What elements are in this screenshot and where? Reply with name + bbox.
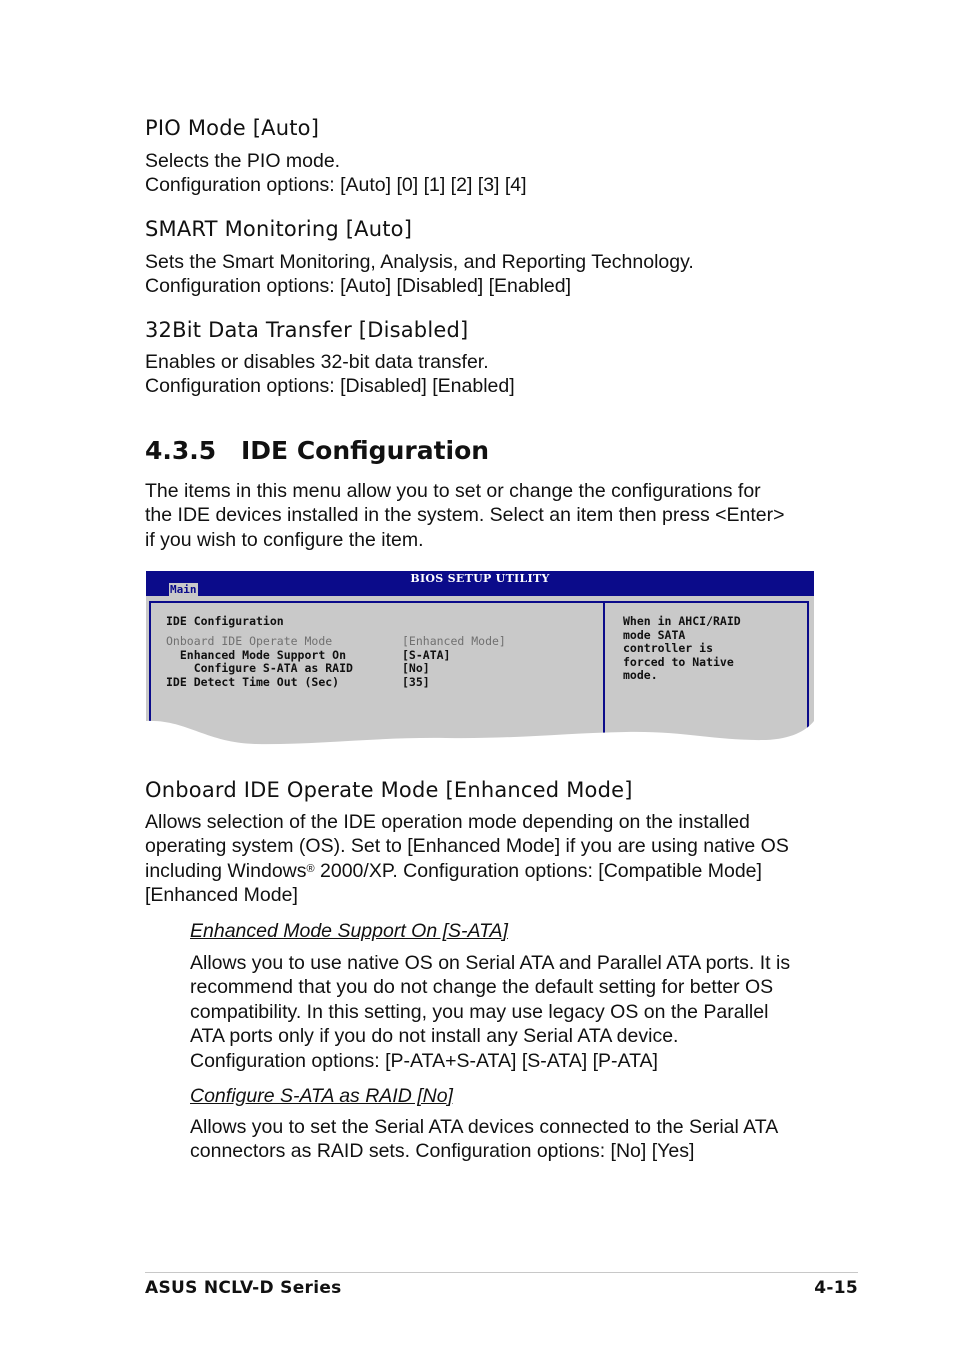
bios-tab-main[interactable]: Main <box>170 583 197 596</box>
registered-mark: ® <box>306 862 315 875</box>
bios-item-onboard-ide-label[interactable]: Onboard IDE Operate Mode <box>166 634 333 648</box>
heading-smart-monitoring: SMART Monitoring [Auto] <box>145 217 413 241</box>
section-title-ide-configuration <box>145 436 489 465</box>
subheading-enhanced-mode: Enhanced Mode Support On [S-ATA] <box>190 920 508 942</box>
text-line: Configuration options: [Disabled] [Enabled] <box>145 375 515 398</box>
bios-item-enhanced-mode-value[interactable]: [S-ATA] <box>402 647 451 662</box>
text-line: ATA ports only if you do not install any Serial ATA device. <box>190 1025 679 1048</box>
text-fragment: 2000/XP. Configuration options: [Compatible Mode] <box>314 859 762 882</box>
bios-menu-title: IDE Configuration <box>166 614 284 628</box>
ide-intro <box>145 479 785 552</box>
text-line: Allows selection of the IDE operation mode depending on the installed <box>145 811 750 833</box>
section-number: 4.3.5 <box>145 436 217 465</box>
bios-screenshot <box>146 571 814 749</box>
text-line: Sets the Smart Monitoring, Analysis, and Reporting Technology. <box>145 251 694 273</box>
text-line: Configuration options: [Auto] [0] [1] [2] [3] [4] <box>145 174 527 197</box>
text-line: Configuration options: [P-ATA+S-ATA] [S-ATA] [P-ATA] <box>190 1049 658 1072</box>
smart-description <box>145 250 694 299</box>
bios-help-line: mode SATA <box>623 627 686 642</box>
raid-description <box>190 1115 778 1164</box>
text-line: Selects the PIO mode. <box>145 150 341 172</box>
bit32-description <box>145 350 515 399</box>
text-line: operating system (OS). Set to [Enhanced Mode] if you are using native OS <box>145 835 789 858</box>
text-line: recommend that you do not change the default setting for better OS <box>190 976 774 999</box>
subheading-sata-raid: Configure S-ATA as RAID [No] <box>190 1085 453 1107</box>
onboard-description <box>145 810 789 908</box>
bios-help-line: When in AHCI/RAID <box>623 614 741 628</box>
text-line: the IDE devices installed in the system. Select an item then press <Enter> <box>145 504 785 527</box>
text-line: The items in this menu allow you to set or change the configurations for <box>145 480 761 502</box>
heading-32bit-transfer: 32Bit Data Transfer [Disabled] <box>145 318 469 342</box>
bios-item-raid-value[interactable]: [No] <box>402 661 430 675</box>
torn-edge-decoration <box>146 571 814 749</box>
bios-help-line: mode. <box>623 668 658 682</box>
bios-item-detect-timeout-value[interactable]: [35] <box>402 674 430 689</box>
bios-title: BIOS SETUP UTILITY <box>410 572 550 585</box>
text-line: Configuration options: [Auto] [Disabled] [Enabled] <box>145 275 572 298</box>
heading-pio-mode: PIO Mode [Auto] <box>145 116 320 140</box>
text-line: compatibility. In this setting, you may use legacy OS on the Parallel <box>190 1000 769 1023</box>
bios-item-onboard-ide-value[interactable]: [Enhanced Mode] <box>402 634 506 648</box>
footer-divider <box>145 1272 858 1273</box>
text-line: Enables or disables 32-bit data transfer. <box>145 351 489 373</box>
bios-help-line: controller is <box>623 641 714 655</box>
heading-onboard-ide-mode: Onboard IDE Operate Mode [Enhanced Mode] <box>145 778 633 802</box>
pio-description <box>145 149 527 198</box>
text-fragment: including Windows <box>145 859 307 882</box>
section-title-text: IDE Configuration <box>241 436 490 465</box>
text-line: [Enhanced Mode] <box>145 884 298 907</box>
text-line: Allows you to set the Serial ATA devices connected to the Serial ATA <box>190 1116 779 1138</box>
bios-item-raid-label[interactable]: Configure S-ATA as RAID <box>166 661 353 675</box>
bios-help-line: forced to Native <box>623 654 734 669</box>
bios-item-detect-timeout-label[interactable]: IDE Detect Time Out (Sec) <box>166 674 340 689</box>
enhanced-description <box>190 951 790 1073</box>
bios-item-enhanced-mode-label[interactable]: Enhanced Mode Support On <box>166 647 347 662</box>
text-line: if you wish to configure the item. <box>145 528 424 551</box>
footer-product-name: ASUS NCLV-D Series <box>145 1278 342 1298</box>
text-line: Allows you to use native OS on Serial ATA and Parallel ATA ports. It is <box>190 952 791 974</box>
text-line: connectors as RAID sets. Configuration options: [No] [Yes] <box>190 1140 695 1163</box>
footer-page-number: 4-15 <box>814 1278 858 1298</box>
text-line <box>145 859 789 883</box>
